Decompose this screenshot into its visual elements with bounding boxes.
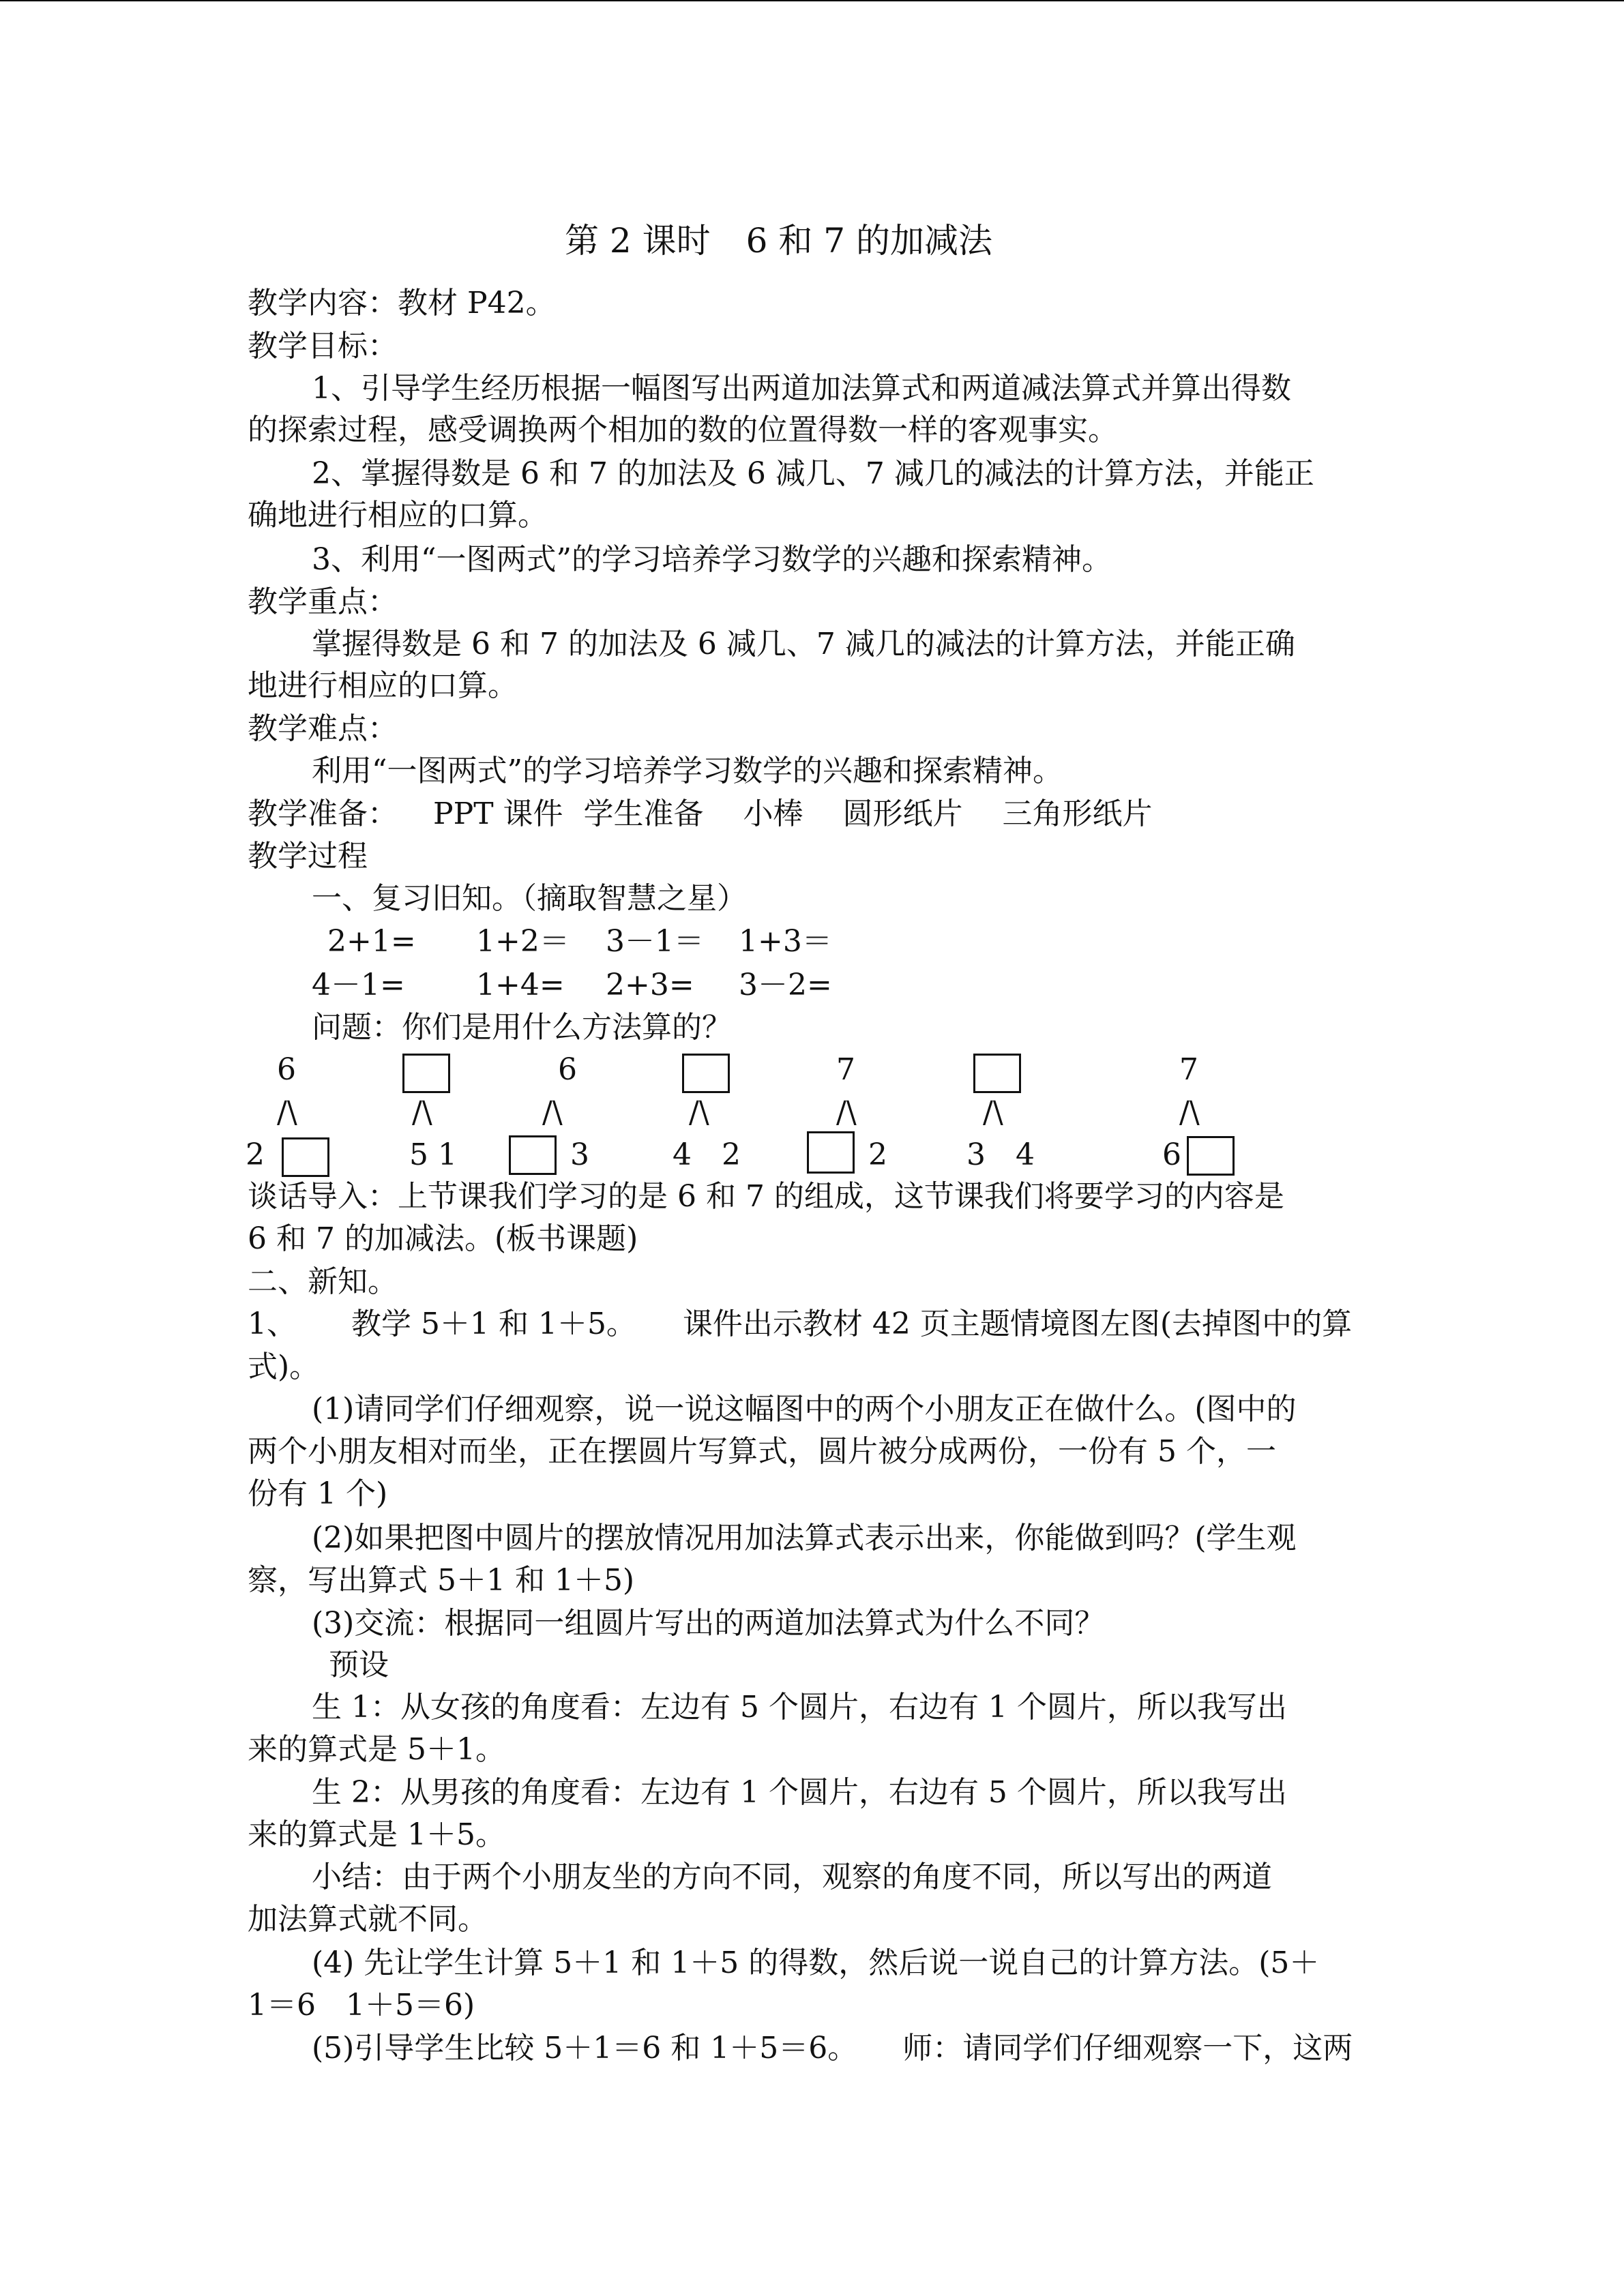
split-top-number: 7: [1179, 1052, 1198, 1087]
answer-box: [973, 1054, 1021, 1093]
intro-line-1: 谈话导入：上节课我们学习的是 6 和 7 的组成，这节课我们将要学习的内容是: [248, 1179, 1284, 1214]
key-points-line-2: 地进行相应的口算。: [248, 668, 518, 703]
split-branch: /\: [983, 1095, 1003, 1130]
goal-1-line-1: 1、引导学生经历根据一幅图写出两道加法算式和两道减法算式并算出得数: [312, 371, 1291, 406]
split-top-number: 6: [277, 1052, 296, 1087]
review-expression: 4－1=: [312, 968, 405, 1002]
step-1-line-1: (1)请同学们仔细观察，说一说这幅图中的两个小朋友正在做什么。(图中的: [312, 1392, 1297, 1427]
answer-box: [509, 1135, 557, 1175]
split-part: 6: [1162, 1137, 1181, 1172]
section-1-line-2: 式)。: [248, 1350, 320, 1384]
material-item: 三角形纸片: [1002, 796, 1153, 831]
new-knowledge-heading: 二、新知。: [248, 1264, 398, 1299]
difficulty-heading: 教学难点：: [248, 711, 398, 746]
step-2-line-2: 察，写出算式 5＋1 和 1＋5): [248, 1563, 635, 1598]
split-branch: /\: [1179, 1095, 1200, 1130]
step-2-line-1: (2)如果把图中圆片的摆放情况用加法算式表示出来，你能做到吗？(学生观: [312, 1521, 1297, 1555]
split-branch: /\: [836, 1095, 857, 1130]
teaching-goals-heading: 教学目标：: [248, 329, 398, 363]
teaching-content: 教学内容：教材 P42。: [248, 286, 556, 320]
section-1-line-1: 1、 教学 5＋1 和 1＋5。 课件出示教材 42 页主题情境图左图(去掉图中的算: [248, 1307, 1353, 1341]
difficulty-text: 利用“一图两式”的学习培养学习数学的兴趣和探索精神。: [312, 754, 1063, 788]
step-4-line-2: 1＝6 1＋5＝6): [248, 1988, 475, 2023]
split-branch: /\: [542, 1095, 563, 1130]
review-expression: 1+2＝: [476, 924, 570, 959]
student-2-line-1: 生 2：从男孩的角度看：左边有 1 个圆片，右边有 5 个圆片，所以我写出: [312, 1775, 1287, 1810]
review-expression: 1+4=: [476, 968, 565, 1002]
student-1-line-2: 来的算式是 5＋1。: [248, 1732, 505, 1767]
split-part: 2: [868, 1137, 887, 1172]
step-5-line: (5)引导学生比较 5＋1＝6 和 1＋5＝6。 师：请同学们仔细观察一下，这两: [312, 2031, 1353, 2066]
preparation-line: 教学准备： PPT 课件 学生准备 小棒 圆形纸片 三角形纸片: [248, 796, 1153, 831]
split-part: 3: [570, 1137, 589, 1172]
review-expression: 3－1＝: [606, 924, 704, 959]
process-heading: 教学过程: [248, 839, 368, 874]
answer-box: [1187, 1136, 1235, 1176]
answer-box: [402, 1054, 450, 1093]
goal-3: 3、利用“一图两式”的学习培养学习数学的兴趣和探索精神。: [312, 542, 1112, 577]
split-part: 2: [246, 1137, 265, 1172]
top-rule: [0, 0, 1624, 1]
material-item: 学生准备: [583, 796, 704, 831]
review-expression: 2+1=: [327, 924, 416, 959]
intro-line-2: 6 和 7 的加减法。(板书课题): [248, 1221, 638, 1256]
review-expression: 1+3＝: [739, 924, 832, 959]
preset-label: 预设: [329, 1648, 389, 1682]
student-2-line-2: 来的算式是 1＋5。: [248, 1817, 505, 1852]
material-item: PPT 课件: [433, 796, 563, 831]
answer-box: [682, 1054, 730, 1093]
split-branch: /\: [412, 1095, 432, 1130]
goal-2-line-2: 确地进行相应的口算。: [248, 498, 548, 533]
split-branch: /\: [277, 1095, 297, 1130]
summary-line-2: 加法算式就不同。: [248, 1902, 488, 1937]
step-4-line-1: (4) 先让学生计算 5＋1 和 1＋5 的得数，然后说一说自己的计算方法。(5＋: [312, 1945, 1320, 1980]
student-1-line-1: 生 1：从女孩的角度看：左边有 5 个圆片，右边有 1 个圆片，所以我写出: [312, 1690, 1287, 1725]
summary-line-1: 小结：由于两个小朋友坐的方向不同，观察的角度不同，所以写出的两道: [312, 1860, 1272, 1894]
material-item: 小棒: [743, 796, 803, 831]
review-heading: 一、复习旧知。（摘取智慧之星）: [312, 881, 747, 916]
review-expression: 3－2=: [739, 968, 832, 1002]
answer-box: [282, 1137, 329, 1177]
step-1-line-2: 两个小朋友相对而坐，正在摆圆片写算式，圆片被分成两份，一份有 5 个，一: [248, 1434, 1276, 1469]
key-points-heading: 教学重点：: [248, 584, 398, 619]
goal-2-line-1: 2、掌握得数是 6 和 7 的加法及 6 减几、7 减几的减法的计算方法，并能正: [312, 456, 1314, 491]
review-question: 问题：你们是用什么方法算的？: [312, 1010, 732, 1045]
page-title: 第 2 课时 6 和 7 的加减法: [565, 221, 992, 260]
key-points-line-1: 掌握得数是 6 和 7 的加法及 6 减几、7 减几的减法的计算方法，并能正确: [312, 627, 1295, 661]
step-1-line-3: 份有 1 个): [248, 1476, 388, 1511]
review-expression: 2+3=: [606, 968, 694, 1002]
split-part: 3 4: [966, 1137, 1035, 1172]
split-part: 5 1: [409, 1137, 457, 1172]
step-3: (3)交流：根据同一组圆片写出的两道加法算式为什么不同？: [312, 1606, 1105, 1641]
material-item: 圆形纸片: [842, 796, 963, 831]
goal-1-line-2: 的探索过程，感受调换两个相加的数的位置得数一样的客观事实。: [248, 413, 1118, 447]
split-part: 4 2: [673, 1137, 741, 1172]
split-top-number: 7: [836, 1052, 855, 1087]
split-top-number: 6: [558, 1052, 577, 1087]
answer-box: [807, 1131, 855, 1174]
split-branch: /\: [689, 1095, 709, 1130]
